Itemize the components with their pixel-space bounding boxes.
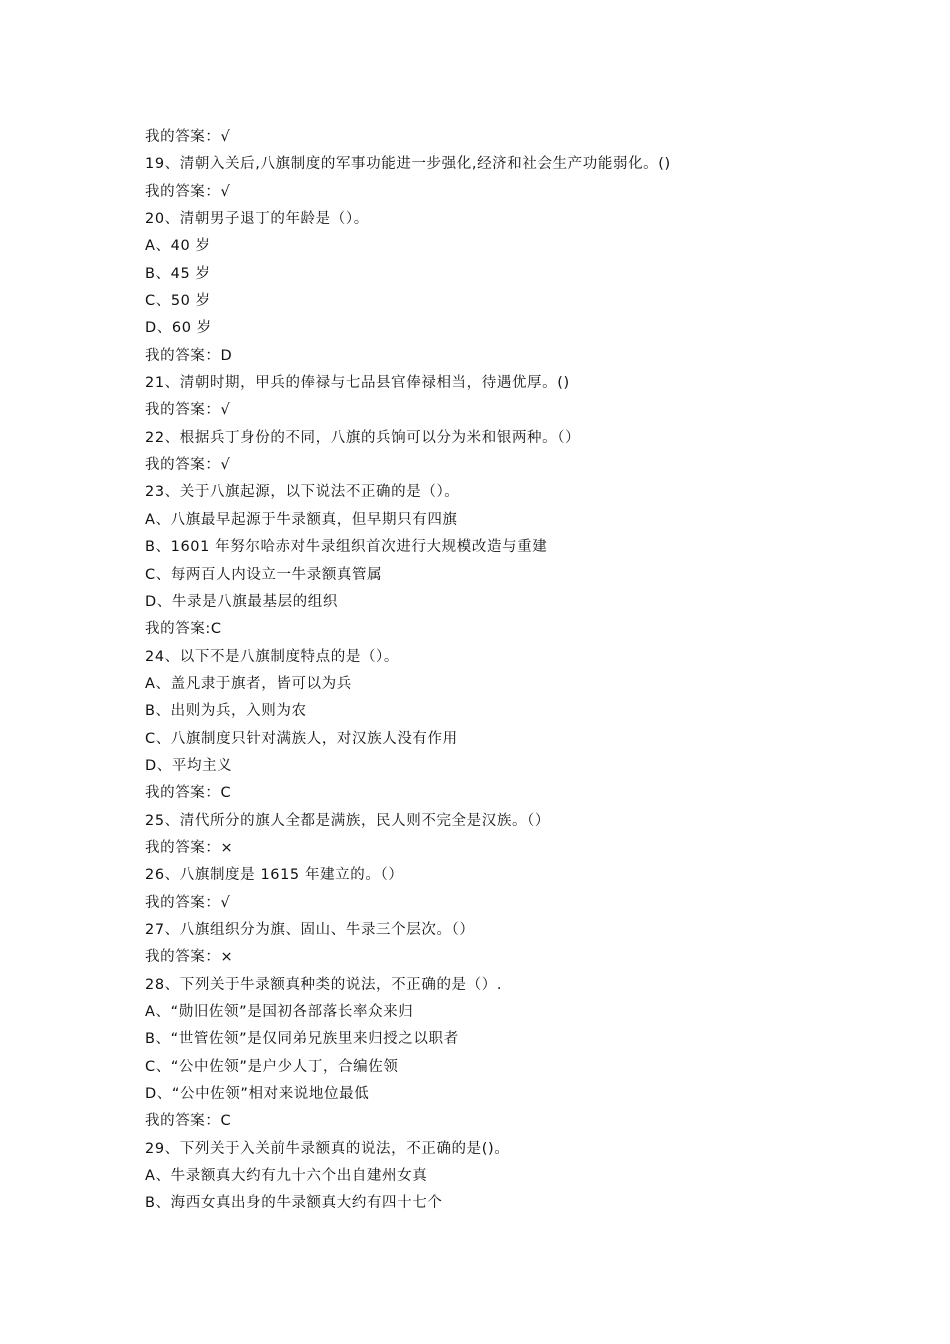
answer-line: 我的答案：C: [145, 785, 232, 802]
question-21: 21、清朝时期，甲兵的俸禄与七品县官俸禄相当，待遇优厚。(): [145, 375, 570, 392]
answer-line: 我的答案：×: [145, 949, 234, 966]
question-26: 26、八旗制度是 1615 年建立的。（）: [145, 867, 404, 884]
question-27: 27、八旗组织分为旗、固山、牛录三个层次。（）: [145, 921, 475, 938]
option-a: A、牛录额真大约有九十六个出自建州女真: [145, 1168, 428, 1185]
answer-line: 我的答案：√: [145, 129, 231, 145]
option-d: D、牛录是八旗最基层的组织: [145, 593, 338, 610]
option-d: D、60 岁: [145, 320, 212, 337]
question-23: 23、关于八旗起源，以下说法不正确的是（）。: [145, 484, 460, 501]
option-d: D、“公中佐领”相对来说地位最低: [145, 1086, 370, 1103]
question-24: 24、以下不是八旗制度特点的是（）。: [145, 648, 399, 665]
answer-line: 我的答案：C: [145, 1113, 232, 1130]
answer-line: 我的答案：D: [145, 347, 233, 364]
option-a: A、八旗最早起源于牛录额真，但早期只有四旗: [145, 511, 458, 528]
answer-line: 我的答案：√: [145, 457, 231, 474]
document-page: [145, 124, 905, 1218]
option-c: C、50 岁: [145, 293, 211, 310]
question-29: 29、下列关于入关前牛录额真的说法，不正确的是()。: [145, 1140, 510, 1157]
answer-line: 我的答案：√: [145, 402, 231, 419]
option-b: B、“世管佐领”是仅同弟兄族里来归授之以职者: [145, 1031, 459, 1048]
answer-line: 我的答案：×: [145, 839, 234, 856]
option-c: C、“公中佐领”是户少人丁，合编佐领: [145, 1058, 399, 1075]
option-a: A、40 岁: [145, 238, 211, 255]
option-b: B、45 岁: [145, 265, 211, 282]
option-a: A、盖凡隶于旗者，皆可以为兵: [145, 675, 352, 692]
question-25: 25、清代所分的旗人全都是满族，民人则不完全是汉族。（）: [145, 812, 550, 829]
answer-line: 我的答案：√: [145, 183, 231, 200]
option-b: B、1601 年努尔哈赤对牛录组织首次进行大规模改造与重建: [145, 539, 548, 556]
answer-line: 我的答案:C: [145, 621, 222, 638]
option-c: C、八旗制度只针对满族人，对汉族人没有作用: [145, 730, 458, 747]
question-19: 19、清朝入关后,八旗制度的军事功能进一步强化,经济和社会生产功能弱化。(): [145, 156, 671, 173]
option-b: B、海西女真出身的牛录额真大约有四十七个: [145, 1195, 443, 1212]
option-a: A、“勋旧佐领”是国初各部落长率众来归: [145, 1004, 414, 1020]
option-b: B、出则为兵，入则为农: [145, 703, 307, 720]
option-c: C、每两百人内设立一牛录额真管属: [145, 566, 383, 583]
question-22: 22、根据兵丁身份的不同，八旗的兵饷可以分为米和银两种。（）: [145, 429, 581, 446]
answer-line: 我的答案：√: [145, 894, 231, 911]
question-28: 28、下列关于牛录额真种类的说法，不正确的是（）.: [145, 976, 503, 993]
option-d: D、平均主义: [145, 757, 233, 774]
question-20: 20、清朝男子退丁的年龄是（）。: [145, 211, 369, 228]
